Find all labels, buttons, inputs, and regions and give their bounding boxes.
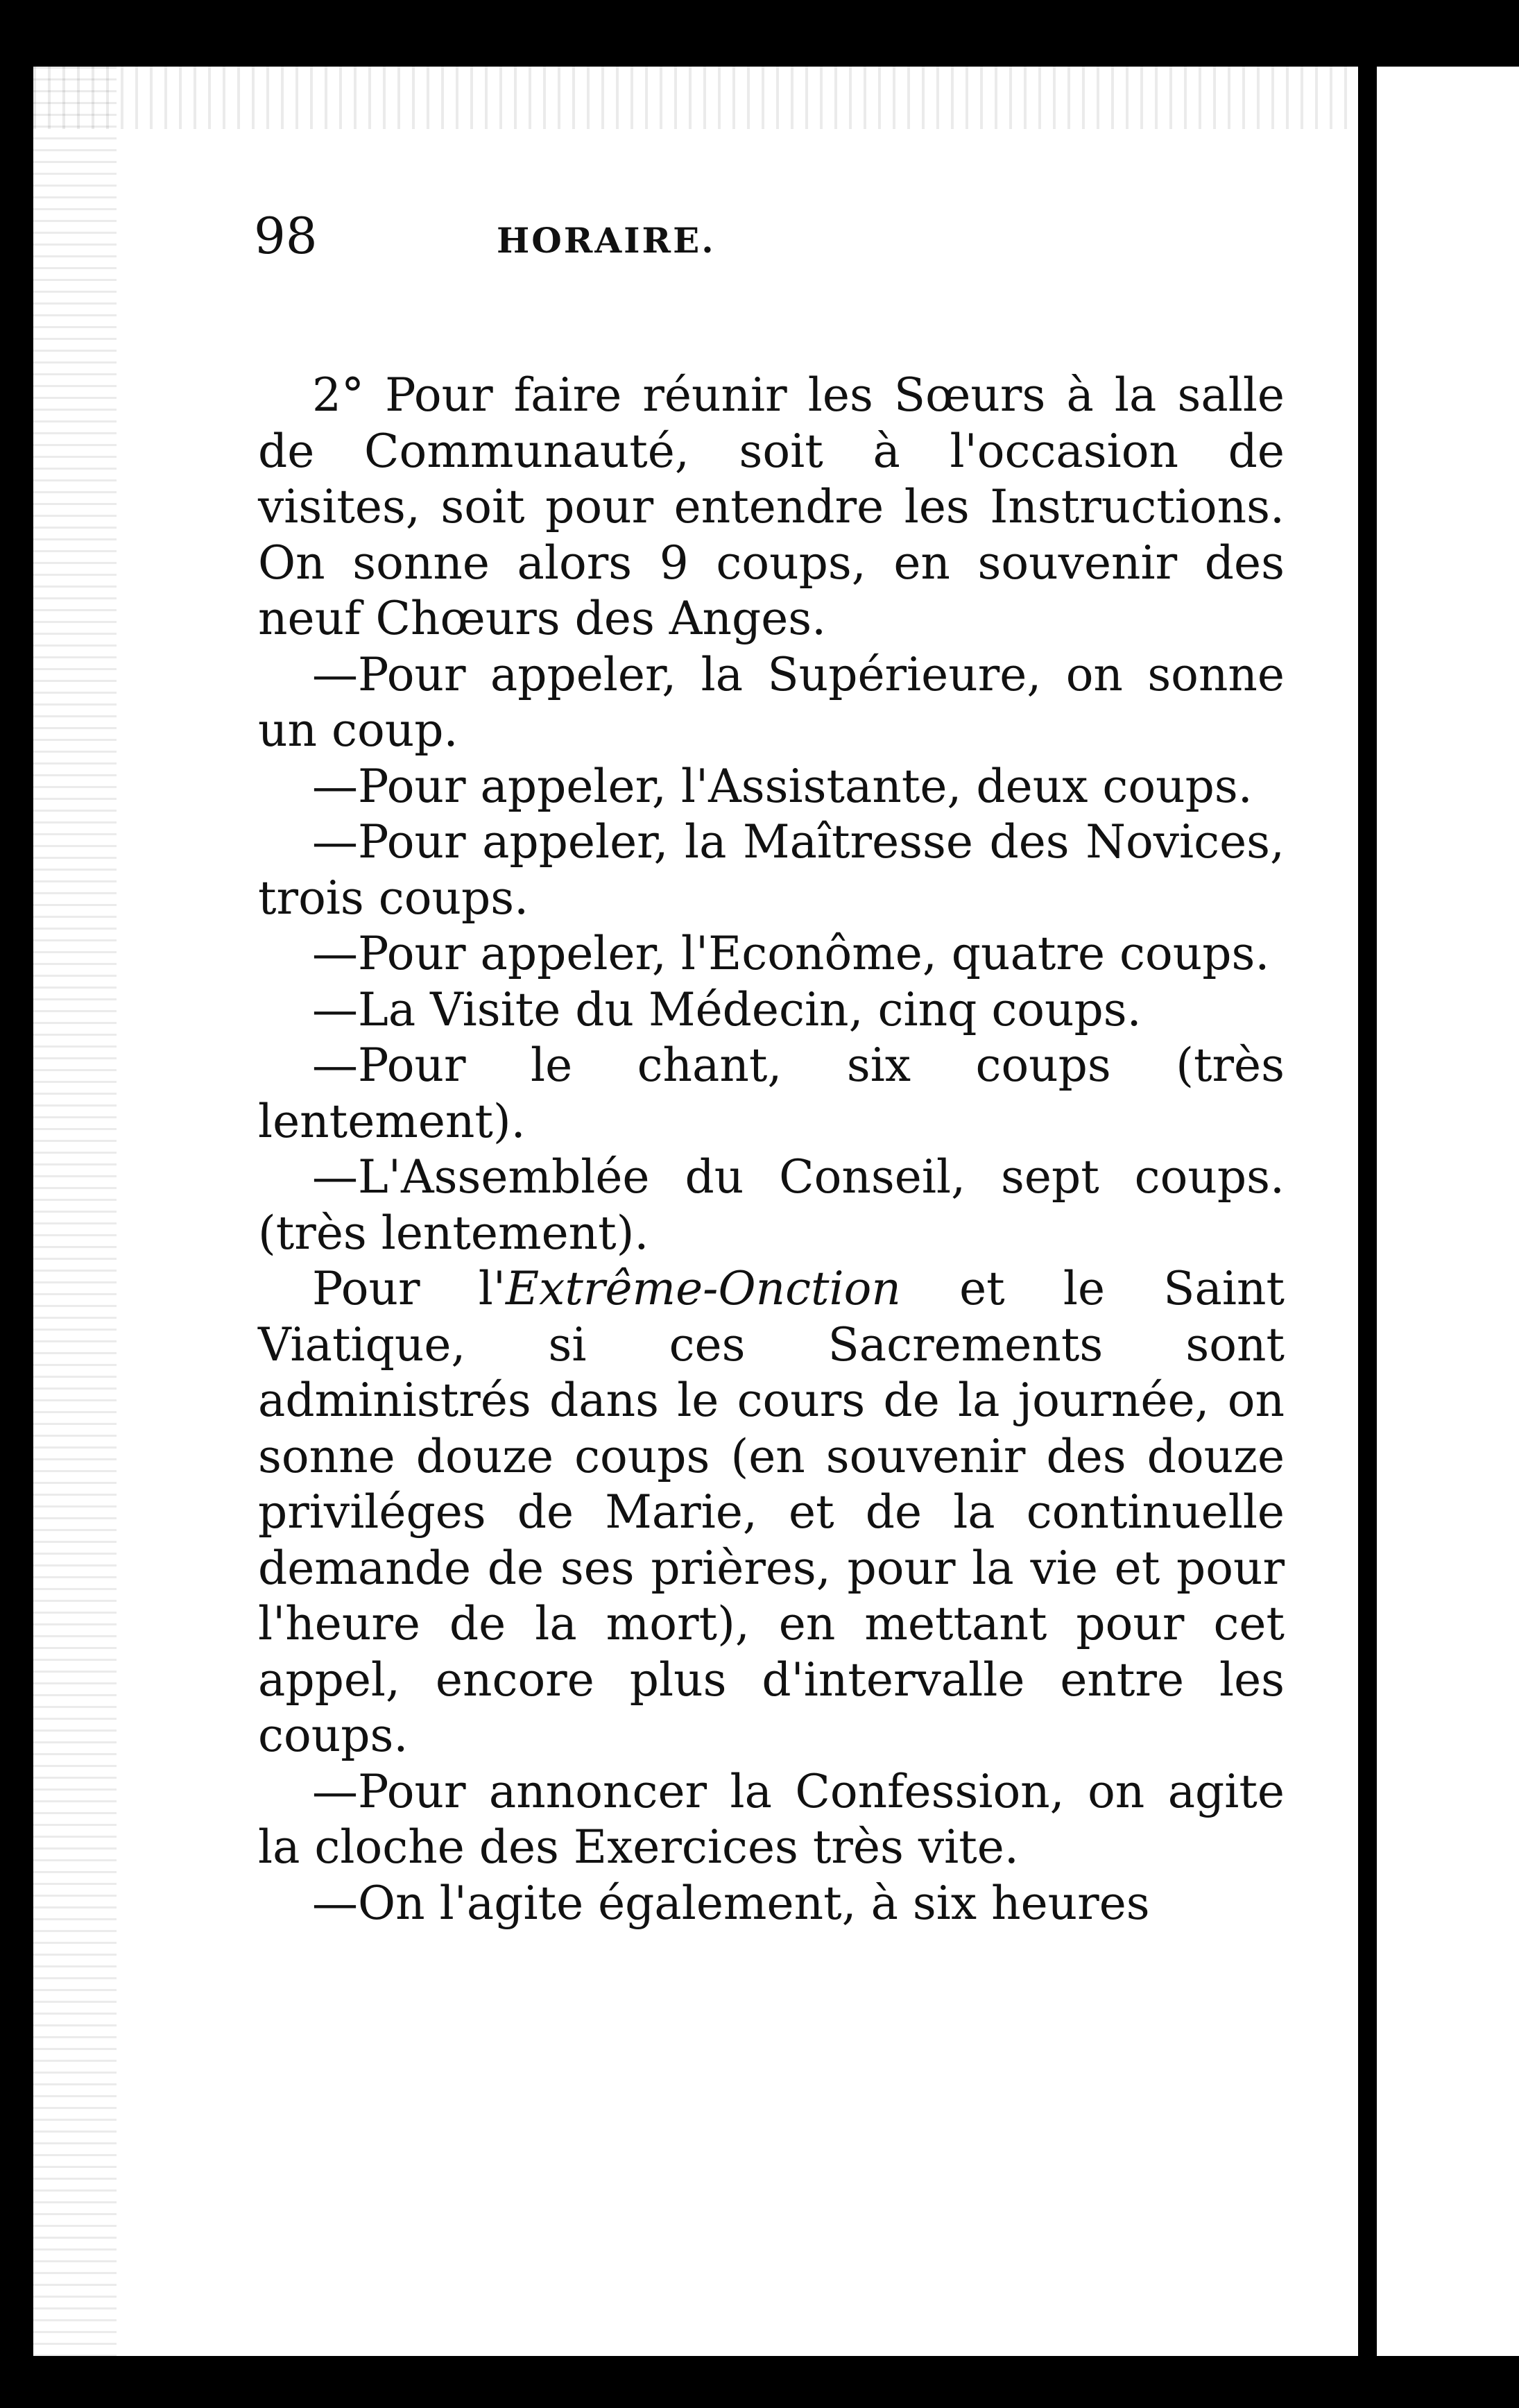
page-header xyxy=(219,198,1287,274)
page-number: 98 xyxy=(254,207,318,265)
paragraph-bell-assembly: 2° Pour faire réunir les Sœurs à la salle de Communauté, soit à l'occasion de visites, soit pour entendre les Instructions. On sonne alors 9 coups, en souvenir des neuf Chœurs des Anges. xyxy=(258,368,1285,645)
facing-page-edge xyxy=(1377,67,1519,2356)
extreme-onction-before: Pour l' xyxy=(312,1262,506,1315)
paragraph-assistante: —Pour appeler, l'Assistante, deux coups. xyxy=(312,759,1253,813)
paragraph-chant: —Pour le chant, six coups (très lentement). xyxy=(258,1039,1285,1148)
extreme-onction-after: et le Saint Viatique, si ces Sacrements sont administrés dans le cours de la journée, on sonne douze coups (en souvenir des douze priviléges de Marie, et de la continuelle demande de ses prières, pour la vie et pour l'heure de la mort), en mettant pour cet appel, encore plus d'intervalle entre les coups. xyxy=(258,1262,1285,1762)
paragraph-conseil: —L'Assemblée du Conseil, sept coups. (très lentement). xyxy=(258,1150,1285,1260)
paragraph-econome: —Pour appeler, l'Econôme, quatre coups. xyxy=(312,927,1270,980)
paragraph-extreme-onction xyxy=(258,1261,1285,1764)
running-head: HORAIRE. xyxy=(497,220,716,261)
paragraph-maitresse: —Pour appeler, la Maîtresse des Novices, trois coups. xyxy=(258,815,1285,925)
paragraph-medecin: —La Visite du Médecin, cinq coups. xyxy=(312,982,1142,1036)
extreme-onction-italic: Extrême-Onction xyxy=(505,1262,901,1315)
paragraph-six-heures: —On l'agite également, à six heures xyxy=(312,1876,1150,1930)
paragraph-confession: —Pour annoncer la Confession, on agite la cloche des Exercices très vite. xyxy=(258,1764,1285,1874)
paragraph-superieure: —Pour appeler, la Supérieure, on sonne un coup. xyxy=(258,647,1285,757)
body-text xyxy=(258,368,1285,1931)
